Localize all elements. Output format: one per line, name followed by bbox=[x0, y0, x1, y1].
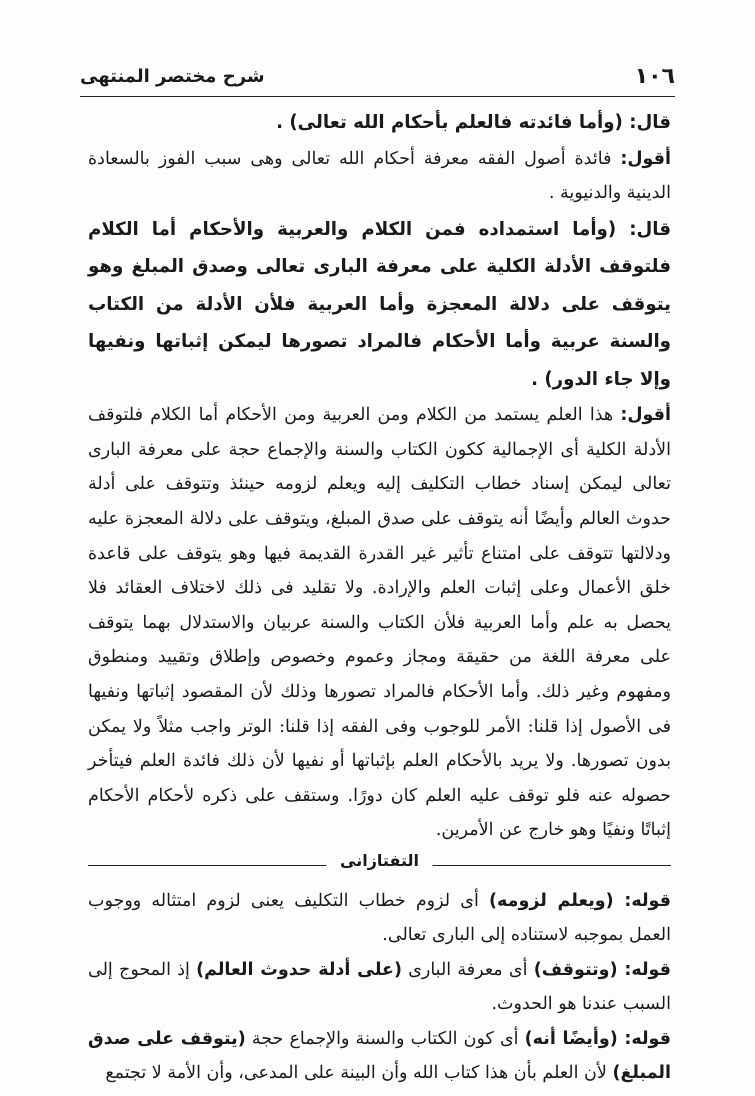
running-header bbox=[80, 62, 675, 97]
commentary-text: لأن العلم بأن هذا كتاب الله وأن البينة على المدعى، وأن الأمة لا تجتمع bbox=[105, 1063, 613, 1084]
paragraph-text: فائدة أصول الفقه معرفة أحكام الله تعالى وهى سبب الفوز بالسعادة الدينية والدنيوية . bbox=[88, 148, 671, 204]
commentary-divider bbox=[88, 850, 671, 880]
commentary-lead: قوله: bbox=[624, 1028, 671, 1049]
page-number: ١٠٦ bbox=[634, 64, 675, 89]
book-title: شرح مختصر المنتهى bbox=[80, 66, 265, 87]
commentary-text: إذ المحوج إلى السبب عندنا هو الحدوث. bbox=[88, 959, 671, 1015]
commentary-text: أى كون الكتاب والسنة والإجماع حجة bbox=[245, 1028, 525, 1049]
paragraph bbox=[88, 142, 671, 211]
commentary-paragraph bbox=[88, 1022, 671, 1091]
paragraph-lead: أقول: bbox=[620, 148, 671, 169]
commentary-lead: قوله: bbox=[624, 890, 671, 911]
paragraph bbox=[88, 104, 671, 142]
paragraph-text: (وأما استمداده فمن الكلام والعربية والأحكام أما الكلام فلتوقف الأدلة الكلية على معرفة البارى تعالى وصدق المبلغ وهو يتوقف على دلالة المعجزة وأما العربية فلأن الأدلة من الكتاب والسنة عربية وأما الأحكام فالمراد تصورها ليمكن إثباتها ونفيها وإلا جاء الدور) . bbox=[88, 218, 671, 390]
commentary-section bbox=[88, 884, 671, 1091]
paragraph bbox=[88, 211, 671, 399]
quoted-matn: (وتتوقف) bbox=[533, 959, 625, 980]
paragraph-lead: قال: bbox=[629, 218, 671, 240]
commentary-lead: قوله: bbox=[624, 959, 671, 980]
paragraph-text: (وأما فائدته فالعلم بأحكام الله تعالى) . bbox=[276, 112, 630, 133]
quoted-matn: (وأيضًا أنه) bbox=[524, 1028, 625, 1049]
quoted-matn: (يتوقف على صدق المبلغ) bbox=[88, 1028, 671, 1084]
paragraph bbox=[88, 398, 671, 848]
page-body bbox=[88, 104, 671, 1091]
commentary-author-label: التفتازانى bbox=[326, 851, 433, 870]
commentary-text: أى معرفة البارى bbox=[401, 959, 534, 980]
commentary-paragraph bbox=[88, 953, 671, 1022]
quoted-matn: (ويعلم لزومه) bbox=[489, 890, 625, 911]
main-text-section bbox=[88, 104, 671, 848]
commentary-text: أى لزوم خطاب التكليف يعنى لزوم امتثاله ووجوب العمل بموجبه لاستناده إلى البارى تعالى. bbox=[88, 890, 671, 946]
paragraph-lead: أقول: bbox=[620, 405, 671, 426]
paragraph-lead: قال: bbox=[629, 112, 671, 133]
paragraph-text: هذا العلم يستمد من الكلام ومن العربية ومن الأحكام أما الكلام فلتوقف الأدلة الكلية أى الإجمالية ككون الكتاب والسنة والإجماع حجة على معرفة البارى تعالى ليمكن إسناد خطاب التكليف إليه ويعلم لزومه حينئذ وتتوقف على أدلة حدوث العالم وأيضًا أنه يتوقف على صدق المبلغ، ويتوقف على دلالة المعجزة عليه ودلالتها تتوقف على امتناع تأثير غير القدرة القديمة فيها وهو يتوقف على قاعدة خلق الأعمال وعلى إثبات العلم والإرادة. ولا تقليد فى ذلك لاختلاف العقائد فلا يحصل به علم وأما العربية فلأن الكتاب والسنة عربيان والاستدلال بهما يتوقف على معرفة اللغة من حقيقة ومجاز وعموم وخصوص وإطلاق وتقييد ومنطوق ومفهوم وغير ذلك. وأما الأحكام فالمراد تصورها وذلك لأن المقصود إثباتها ونفيها فى الأصول إذا قلنا: الأمر للوجوب وفى الفقه إذا قلنا: الوتر واجب مثلاً ولا يمكن بدون تصورها. ولا يريد بالأحكام العلم بإثباتها أو نفيها لأن ذلك فائدة العلم فيتأخر حصوله عنه فلو توقف عليه العلم كان دورًا. وستقف على ذكره لأحكام الأحكام إثباتًا ونفيًا وهو خارج عن الأمرين. bbox=[88, 405, 671, 841]
commentary-paragraph bbox=[88, 884, 671, 953]
quoted-matn: (على أدلة حدوث العالم) bbox=[196, 959, 402, 980]
